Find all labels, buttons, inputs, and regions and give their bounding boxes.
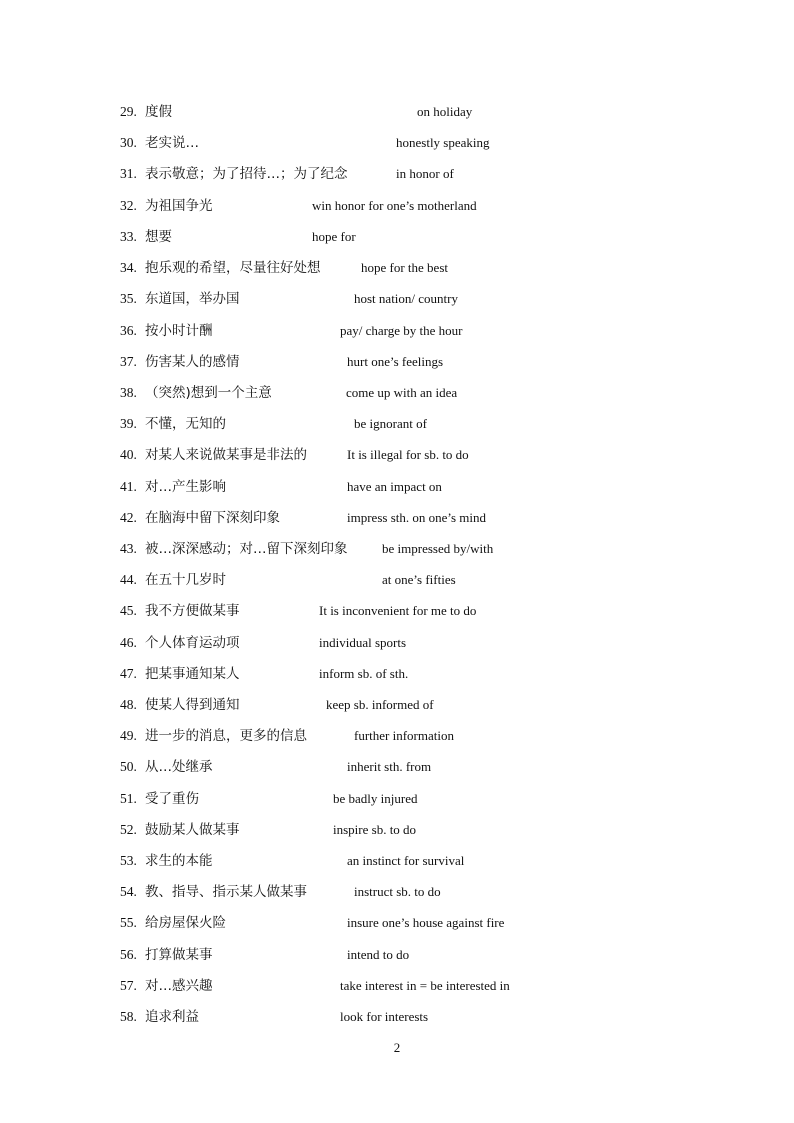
entry-english: insure one’s house against fire <box>347 915 505 930</box>
entry-english: win honor for one’s motherland <box>312 198 477 213</box>
entry-chinese: 抱乐观的希望，尽量往好处想 <box>145 260 321 276</box>
entry-english: have an impact on <box>347 479 442 494</box>
entry-number: 30. <box>120 135 137 150</box>
entry-chinese: 使某人得到通知 <box>145 697 240 713</box>
entry-english: further information <box>354 728 454 743</box>
entry-english: at one’s fifties <box>382 572 456 587</box>
entry-chinese: 想要 <box>145 229 172 245</box>
entry-chinese: 按小时计酬 <box>145 323 213 339</box>
entry-number: 47. <box>120 666 137 681</box>
entry-chinese: 东道国，举办国 <box>145 291 240 307</box>
entry-english: inspire sb. to do <box>333 822 417 837</box>
entry-number: 48. <box>120 697 137 712</box>
list-item <box>0 975 794 997</box>
list-item <box>0 226 794 248</box>
entry-number: 45. <box>120 603 137 618</box>
entry-english: be badly injured <box>333 791 418 806</box>
entry-chinese: 对…产生影响 <box>145 479 226 495</box>
entry-number: 51. <box>120 791 137 806</box>
list-item <box>0 288 794 310</box>
entry-number: 35. <box>120 291 137 306</box>
entry-chinese: 进一步的消息，更多的信息 <box>145 728 307 744</box>
entry-chinese: 伤害某人的感情 <box>145 354 240 370</box>
list-item <box>0 912 794 934</box>
entry-number: 37. <box>120 354 137 369</box>
entry-number: 56. <box>120 947 137 962</box>
entry-chinese: 教、指导、指示某人做某事 <box>145 884 307 900</box>
entry-chinese: 被…深深感动；对…留下深刻印象 <box>145 541 348 557</box>
entry-number: 40. <box>120 447 137 462</box>
entry-chinese: 受了重伤 <box>145 791 199 807</box>
entry-number: 32. <box>120 198 137 213</box>
list-item <box>0 819 794 841</box>
entry-number: 46. <box>120 635 137 650</box>
list-item <box>0 163 794 185</box>
entry-number: 43. <box>120 541 137 556</box>
entry-chinese: 对…感兴趣 <box>145 978 213 994</box>
entry-chinese: 不懂，无知的 <box>145 416 226 432</box>
entry-chinese: 给房屋保火险 <box>145 915 226 931</box>
entry-chinese: 在脑海中留下深刻印象 <box>145 510 280 526</box>
entry-number: 42. <box>120 510 137 525</box>
entry-chinese: （突然)想到一个主意 <box>145 385 272 401</box>
list-item <box>0 788 794 810</box>
list-item <box>0 538 794 560</box>
entry-chinese: 鼓励某人做某事 <box>145 822 240 838</box>
entry-number: 55. <box>120 915 137 930</box>
entry-chinese: 把某事通知某人 <box>145 666 240 682</box>
entry-chinese: 个人体育运动项 <box>145 635 240 651</box>
entry-english: inherit sth. from <box>347 759 432 774</box>
entry-english: in honor of <box>396 166 454 181</box>
entry-english: be ignorant of <box>354 416 427 431</box>
entry-number: 39. <box>120 416 137 431</box>
list-item <box>0 476 794 498</box>
entry-english: hurt one’s feelings <box>347 354 444 369</box>
list-item <box>0 413 794 435</box>
list-item <box>0 881 794 903</box>
entry-chinese: 度假 <box>145 104 172 120</box>
entry-english: come up with an idea <box>346 385 458 400</box>
entry-number: 41. <box>120 479 137 494</box>
list-item <box>0 320 794 342</box>
entry-english: individual sports <box>319 635 407 650</box>
entry-english: impress sth. on one’s mind <box>347 510 487 525</box>
list-item <box>0 600 794 622</box>
list-item <box>0 725 794 747</box>
list-item <box>0 195 794 217</box>
entry-english: an instinct for survival <box>347 853 465 868</box>
entry-english: It is illegal for sb. to do <box>347 447 469 462</box>
entry-english: It is inconvenient for me to do <box>319 603 477 618</box>
entry-number: 36. <box>120 323 137 338</box>
entry-chinese: 表示敬意；为了招待…；为了纪念 <box>145 166 348 182</box>
list-item <box>0 507 794 529</box>
list-item <box>0 663 794 685</box>
list-item <box>0 569 794 591</box>
entry-number: 31. <box>120 166 137 181</box>
entry-chinese: 我不方便做某事 <box>145 603 240 619</box>
list-item <box>0 694 794 716</box>
entry-english: instruct sb. to do <box>354 884 441 899</box>
list-item <box>0 351 794 373</box>
entry-number: 34. <box>120 260 137 275</box>
entry-chinese: 为祖国争光 <box>145 198 213 214</box>
list-item <box>0 944 794 966</box>
list-item <box>0 132 794 154</box>
entry-number: 29. <box>120 104 137 119</box>
entry-english: hope for <box>312 229 356 244</box>
list-item <box>0 632 794 654</box>
list-item <box>0 101 794 123</box>
entry-english: host nation/ country <box>354 291 458 306</box>
entry-number: 44. <box>120 572 137 587</box>
entry-english: hope for the best <box>361 260 449 275</box>
entry-number: 52. <box>120 822 137 837</box>
entry-chinese: 打算做某事 <box>145 947 213 963</box>
entry-number: 58. <box>120 1009 137 1024</box>
entry-number: 53. <box>120 853 137 868</box>
entry-chinese: 老实说… <box>145 135 199 151</box>
entry-english: on holiday <box>417 104 473 119</box>
list-item <box>0 257 794 279</box>
entry-chinese: 在五十几岁时 <box>145 572 226 588</box>
entry-chinese: 对某人来说做某事是非法的 <box>145 447 307 463</box>
entry-chinese: 追求利益 <box>145 1009 199 1025</box>
entry-number: 33. <box>120 229 137 244</box>
entry-number: 50. <box>120 759 137 774</box>
entry-english: take interest in = be interested in <box>340 978 510 993</box>
entry-number: 57. <box>120 978 137 993</box>
entry-english: keep sb. informed of <box>326 697 434 712</box>
entry-chinese: 求生的本能 <box>145 853 213 869</box>
entry-chinese: 从…处继承 <box>145 759 213 775</box>
list-item <box>0 382 794 404</box>
entry-english: inform sb. of sth. <box>319 666 409 681</box>
entry-english: be impressed by/with <box>382 541 494 556</box>
list-item <box>0 444 794 466</box>
page-number: 2 <box>393 1040 401 1055</box>
list-item <box>0 1006 794 1028</box>
entry-number: 49. <box>120 728 137 743</box>
entry-english: pay/ charge by the hour <box>340 323 463 338</box>
entry-number: 54. <box>120 884 137 899</box>
entry-english: intend to do <box>347 947 410 962</box>
entry-number: 38. <box>120 385 137 400</box>
entry-english: look for interests <box>340 1009 429 1024</box>
list-item <box>0 756 794 778</box>
list-item <box>0 850 794 872</box>
entry-english: honestly speaking <box>396 135 490 150</box>
